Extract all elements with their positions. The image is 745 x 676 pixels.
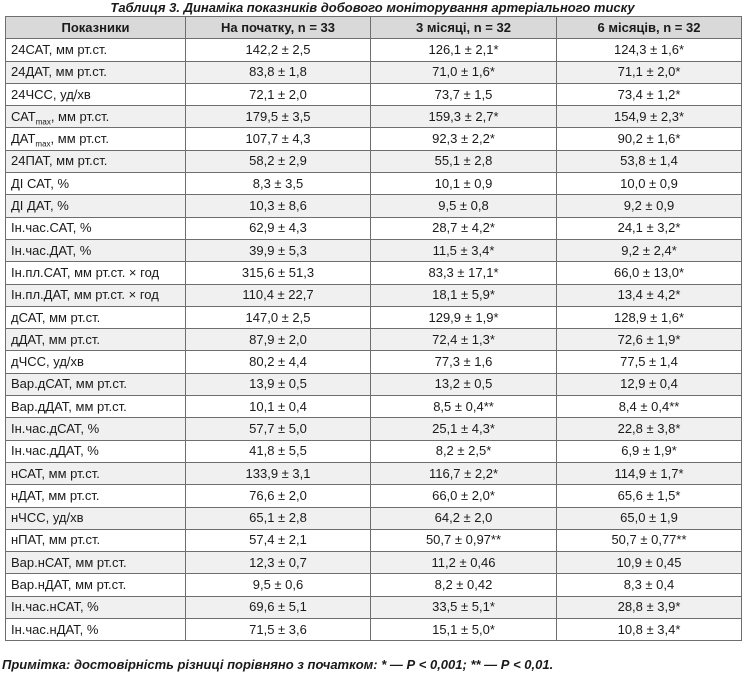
- row-indicator: [6, 418, 186, 440]
- value-6-months: 9,2 ± 0,9: [557, 195, 742, 217]
- row-indicator: [6, 507, 186, 529]
- value-3-months: 72,4 ± 1,3*: [371, 329, 557, 351]
- table-body: [6, 39, 742, 641]
- indicator-label: Вар.нСАТ, мм рт.ст.: [11, 554, 127, 570]
- value-baseline: 142,2 ± 2,5: [186, 39, 371, 61]
- row-indicator: [6, 351, 186, 373]
- value-baseline: 12,3 ± 0,7: [186, 552, 371, 574]
- table-row: [6, 373, 742, 395]
- indicator-label: 24ДАТ, мм рт.ст.: [11, 64, 107, 80]
- indicator-label: Ін.час.дДАТ, %: [11, 443, 99, 459]
- indicator-label: Ін.час.дСАТ, %: [11, 420, 100, 436]
- table-row: [6, 195, 742, 217]
- table-row: [6, 351, 742, 373]
- indicator-label: Ін.пл.САТ, мм рт.ст. × год: [11, 264, 160, 280]
- value-3-months: 33,5 ± 5,1*: [371, 596, 557, 618]
- value-3-months: 71,0 ± 1,6*: [371, 61, 557, 83]
- row-indicator: [6, 284, 186, 306]
- value-6-months: 90,2 ± 1,6*: [557, 128, 742, 150]
- indicator-label: ДІ САТ, %: [11, 175, 70, 191]
- table-row: [6, 150, 742, 172]
- table-row: [6, 552, 742, 574]
- value-6-months: 77,5 ± 1,4: [557, 351, 742, 373]
- value-6-months: 73,4 ± 1,2*: [557, 83, 742, 105]
- table-row: [6, 329, 742, 351]
- table-note: Примітка: достовірність різниці порівняно з початком: * — Р < 0,001; ** — Р < 0,01.: [2, 657, 554, 672]
- indicator-label: 24ПАТ, мм рт.ст.: [11, 153, 108, 169]
- value-3-months: 73,7 ± 1,5: [371, 83, 557, 105]
- value-baseline: 9,5 ± 0,6: [186, 574, 371, 596]
- value-6-months: 65,0 ± 1,9: [557, 507, 742, 529]
- value-baseline: 58,2 ± 2,9: [186, 150, 371, 172]
- value-3-months: 50,7 ± 0,97**: [371, 529, 557, 551]
- indicator-label: 24САТ, мм рт.ст.: [11, 41, 108, 57]
- value-baseline: 62,9 ± 4,3: [186, 217, 371, 239]
- value-3-months: 77,3 ± 1,6: [371, 351, 557, 373]
- table-row: [6, 507, 742, 529]
- header-row: [6, 17, 742, 39]
- value-3-months: 15,1 ± 5,0*: [371, 619, 557, 641]
- value-6-months: 65,6 ± 1,5*: [557, 485, 742, 507]
- value-3-months: 116,7 ± 2,2*: [371, 462, 557, 484]
- header-indicator: Показники: [6, 17, 186, 39]
- value-6-months: 8,4 ± 0,4**: [557, 396, 742, 418]
- indicator-label: дДАТ, мм рт.ст.: [11, 331, 100, 347]
- indicator-label: ДІ ДАТ, %: [11, 198, 69, 214]
- indicator-label: нСАТ, мм рт.ст.: [11, 465, 100, 481]
- table-caption: Таблиця 3. Динаміка показників добового моніторування артеріального тиску: [110, 0, 635, 15]
- indicator-label: САТ: [11, 108, 36, 124]
- indicator-subscript: max: [35, 139, 51, 149]
- value-6-months: 154,9 ± 2,3*: [557, 106, 742, 128]
- indicator-label: Ін.пл.ДАТ, мм рт.ст. × год: [11, 287, 159, 303]
- table-row: [6, 173, 742, 195]
- table-row: [6, 529, 742, 551]
- value-baseline: 315,6 ± 51,3: [186, 262, 371, 284]
- table-row: [6, 106, 742, 128]
- value-baseline: 65,1 ± 2,8: [186, 507, 371, 529]
- row-indicator: [6, 619, 186, 641]
- value-baseline: 80,2 ± 4,4: [186, 351, 371, 373]
- value-baseline: 57,4 ± 2,1: [186, 529, 371, 551]
- value-6-months: 124,3 ± 1,6*: [557, 39, 742, 61]
- table-row: [6, 596, 742, 618]
- row-indicator: [6, 574, 186, 596]
- value-3-months: 11,2 ± 0,46: [371, 552, 557, 574]
- indicator-label: 24ЧСС, уд/хв: [11, 86, 91, 102]
- value-baseline: 10,1 ± 0,4: [186, 396, 371, 418]
- row-indicator: [6, 106, 186, 128]
- value-6-months: 28,8 ± 3,9*: [557, 596, 742, 618]
- table-row: [6, 284, 742, 306]
- value-baseline: 39,9 ± 5,3: [186, 239, 371, 261]
- table-row: [6, 262, 742, 284]
- indicator-label: ДАТ: [11, 131, 36, 147]
- header-3-months: 3 місяці, n = 32: [371, 17, 557, 39]
- value-6-months: 12,9 ± 0,4: [557, 373, 742, 395]
- value-6-months: 9,2 ± 2,4*: [557, 239, 742, 261]
- value-3-months: 9,5 ± 0,8: [371, 195, 557, 217]
- value-baseline: 110,4 ± 22,7: [186, 284, 371, 306]
- value-6-months: 72,6 ± 1,9*: [557, 329, 742, 351]
- value-6-months: 10,8 ± 3,4*: [557, 619, 742, 641]
- value-6-months: 53,8 ± 1,4: [557, 150, 742, 172]
- value-baseline: 41,8 ± 5,5: [186, 440, 371, 462]
- indicator-label: Вар.нДАТ, мм рт.ст.: [11, 577, 127, 593]
- row-indicator: [6, 239, 186, 261]
- value-3-months: 129,9 ± 1,9*: [371, 306, 557, 328]
- value-6-months: 114,9 ± 1,7*: [557, 462, 742, 484]
- table-row: [6, 83, 742, 105]
- value-3-months: 10,1 ± 0,9: [371, 173, 557, 195]
- indicator-subscript: max: [35, 117, 51, 127]
- row-indicator: [6, 83, 186, 105]
- table-row: [6, 619, 742, 641]
- row-indicator: [6, 396, 186, 418]
- value-6-months: 10,9 ± 0,45: [557, 552, 742, 574]
- value-6-months: 22,8 ± 3,8*: [557, 418, 742, 440]
- value-3-months: 126,1 ± 2,1*: [371, 39, 557, 61]
- indicator-label: нДАТ, мм рт.ст.: [11, 487, 100, 503]
- row-indicator: [6, 39, 186, 61]
- value-baseline: 87,9 ± 2,0: [186, 329, 371, 351]
- row-indicator: [6, 552, 186, 574]
- value-6-months: 8,3 ± 0,4: [557, 574, 742, 596]
- table-row: [6, 128, 742, 150]
- value-baseline: 10,3 ± 8,6: [186, 195, 371, 217]
- row-indicator: [6, 306, 186, 328]
- value-3-months: 8,2 ± 2,5*: [371, 440, 557, 462]
- value-3-months: 11,5 ± 3,4*: [371, 239, 557, 261]
- row-indicator: [6, 217, 186, 239]
- value-6-months: 24,1 ± 3,2*: [557, 217, 742, 239]
- value-3-months: 25,1 ± 4,3*: [371, 418, 557, 440]
- row-indicator: [6, 485, 186, 507]
- value-6-months: 6,9 ± 1,9*: [557, 440, 742, 462]
- value-baseline: 76,6 ± 2,0: [186, 485, 371, 507]
- row-indicator: [6, 373, 186, 395]
- data-table: [5, 16, 742, 641]
- value-6-months: 128,9 ± 1,6*: [557, 306, 742, 328]
- indicator-label: Ін.час.САТ, %: [11, 220, 92, 236]
- table-row: [6, 239, 742, 261]
- value-3-months: 92,3 ± 2,2*: [371, 128, 557, 150]
- value-baseline: 72,1 ± 2,0: [186, 83, 371, 105]
- row-indicator: [6, 440, 186, 462]
- value-3-months: 64,2 ± 2,0: [371, 507, 557, 529]
- row-indicator: [6, 529, 186, 551]
- row-indicator: [6, 596, 186, 618]
- value-baseline: 13,9 ± 0,5: [186, 373, 371, 395]
- table-row: [6, 418, 742, 440]
- table-row: [6, 61, 742, 83]
- row-indicator: [6, 61, 186, 83]
- value-3-months: 66,0 ± 2,0*: [371, 485, 557, 507]
- value-3-months: 18,1 ± 5,9*: [371, 284, 557, 306]
- table-row: [6, 440, 742, 462]
- value-baseline: 147,0 ± 2,5: [186, 306, 371, 328]
- table-row: [6, 462, 742, 484]
- row-indicator: [6, 128, 186, 150]
- value-baseline: 133,9 ± 3,1: [186, 462, 371, 484]
- table-row: [6, 39, 742, 61]
- indicator-unit: , мм рт.ст.: [50, 108, 110, 124]
- value-baseline: 107,7 ± 4,3: [186, 128, 371, 150]
- indicator-unit: , мм рт.ст.: [50, 131, 109, 147]
- value-6-months: 71,1 ± 2,0*: [557, 61, 742, 83]
- indicator-label: Ін.час.ДАТ, %: [11, 242, 92, 258]
- indicator-label: нПАТ, мм рт.ст.: [11, 532, 101, 548]
- value-3-months: 13,2 ± 0,5: [371, 373, 557, 395]
- value-3-months: 55,1 ± 2,8: [371, 150, 557, 172]
- row-indicator: [6, 329, 186, 351]
- value-6-months: 50,7 ± 0,77**: [557, 529, 742, 551]
- value-baseline: 57,7 ± 5,0: [186, 418, 371, 440]
- row-indicator: [6, 173, 186, 195]
- indicator-label: нЧСС, уд/хв: [11, 510, 84, 526]
- row-indicator: [6, 262, 186, 284]
- header-6-months: 6 місяців, n = 32: [557, 17, 742, 39]
- row-indicator: [6, 150, 186, 172]
- indicator-label: Ін.час.нДАТ, %: [11, 621, 99, 637]
- value-baseline: 71,5 ± 3,6: [186, 619, 371, 641]
- value-baseline: 8,3 ± 3,5: [186, 173, 371, 195]
- table-row: [6, 485, 742, 507]
- indicator-label: Ін.час.нСАТ, %: [11, 599, 99, 615]
- value-6-months: 10,0 ± 0,9: [557, 173, 742, 195]
- table-row: [6, 217, 742, 239]
- indicator-label: Вар.дСАТ, мм рт.ст.: [11, 376, 127, 392]
- table-row: [6, 396, 742, 418]
- value-6-months: 66,0 ± 13,0*: [557, 262, 742, 284]
- row-indicator: [6, 195, 186, 217]
- value-6-months: 13,4 ± 4,2*: [557, 284, 742, 306]
- header-baseline: На початку, n = 33: [186, 17, 371, 39]
- value-3-months: 8,5 ± 0,4**: [371, 396, 557, 418]
- value-3-months: 83,3 ± 17,1*: [371, 262, 557, 284]
- value-baseline: 179,5 ± 3,5: [186, 106, 371, 128]
- indicator-label: Вар.дДАТ, мм рт.ст.: [11, 398, 127, 414]
- value-3-months: 159,3 ± 2,7*: [371, 106, 557, 128]
- indicator-label: дЧСС, уд/хв: [11, 354, 84, 370]
- row-indicator: [6, 462, 186, 484]
- value-3-months: 28,7 ± 4,2*: [371, 217, 557, 239]
- table-row: [6, 306, 742, 328]
- value-baseline: 69,6 ± 5,1: [186, 596, 371, 618]
- table-row: [6, 574, 742, 596]
- value-baseline: 83,8 ± 1,8: [186, 61, 371, 83]
- value-3-months: 8,2 ± 0,42: [371, 574, 557, 596]
- indicator-label: дСАТ, мм рт.ст.: [11, 309, 101, 325]
